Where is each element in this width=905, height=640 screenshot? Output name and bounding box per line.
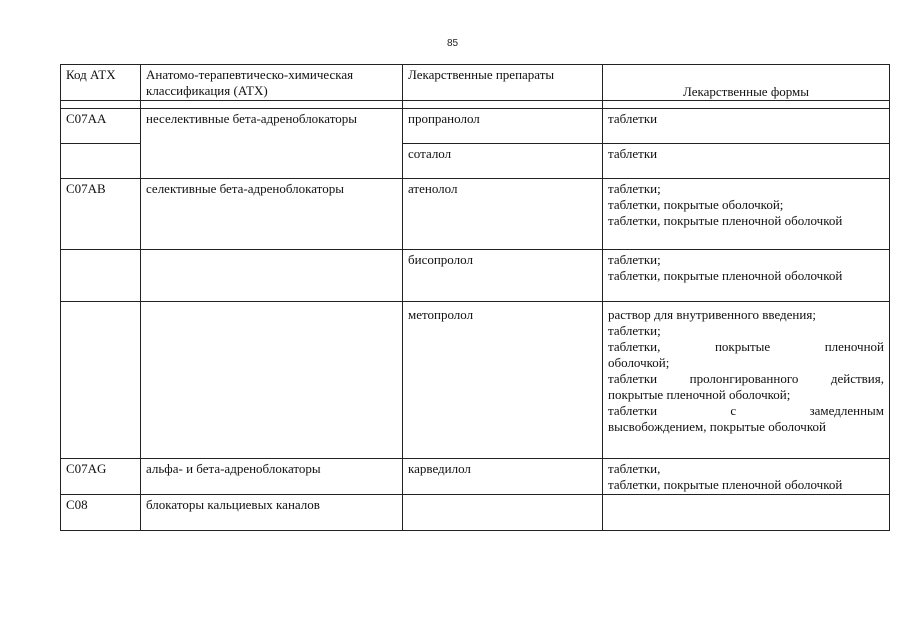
- table-header-row: [61, 65, 890, 101]
- atc-code: C07AB: [61, 179, 141, 250]
- atc-code: [61, 302, 141, 459]
- header-classification: Анатомо-терапевтическо-химическая классификация (АТХ): [141, 65, 403, 101]
- atc-code: C07AG: [61, 459, 141, 495]
- dosage-form-line: таблетки: [608, 111, 658, 126]
- atc-code: C08: [61, 495, 141, 531]
- dosage-forms: [603, 179, 890, 250]
- table-row: [61, 459, 890, 495]
- dosage-form-line: таблетки, покрытые пленочной оболочкой: [608, 477, 843, 492]
- dosage-form-line: таблетки пролонгированного действия,: [608, 371, 884, 386]
- dosage-form-line: таблетки;: [608, 252, 661, 267]
- table-row: [61, 109, 890, 144]
- atc-code: [61, 250, 141, 302]
- dosage-form-line: таблетки, покрытые пленочной оболочкой: [608, 213, 843, 228]
- dosage-form-line: таблетки;: [608, 181, 661, 196]
- drug-name: соталол: [403, 144, 603, 179]
- header-forms: Лекарственные формы: [603, 65, 890, 101]
- drug-name: метопролол: [403, 302, 603, 459]
- atc-table: [60, 64, 890, 531]
- page-number: 85: [446, 38, 459, 49]
- drug-name: пропранолол: [403, 109, 603, 144]
- dosage-forms: [603, 495, 890, 531]
- atc-classification: альфа- и бета-адреноблокаторы: [141, 459, 403, 495]
- drug-name: карведилол: [403, 459, 603, 495]
- atc-code: [61, 144, 141, 179]
- drug-name: [403, 495, 603, 531]
- dosage-form-line: раствор для внутривенного введения;: [608, 307, 816, 322]
- atc-classification: [141, 250, 403, 302]
- dosage-forms: [603, 109, 890, 144]
- header-code: Код АТХ: [61, 65, 141, 101]
- dosage-form-line: таблетки, покрытые пленочной оболочкой: [608, 268, 843, 283]
- dosage-form-line: таблетки, покрытые оболочкой;: [608, 197, 784, 212]
- table-row: [61, 250, 890, 302]
- dosage-form-line: высвобождением, покрытые оболочкой: [608, 419, 826, 434]
- dosage-form-line: таблетки с замедленным: [608, 403, 884, 418]
- table-row: [61, 179, 890, 250]
- atc-classification: неселективные бета-адреноблокаторы: [141, 109, 403, 179]
- dosage-form-line: покрытые пленочной оболочкой;: [608, 387, 791, 402]
- atc-classification: блокаторы кальциевых каналов: [141, 495, 403, 531]
- atc-classification: [141, 302, 403, 459]
- atc-code: C07AA: [61, 109, 141, 144]
- dosage-form-line: оболочкой;: [608, 355, 670, 370]
- header-spacer-row: [61, 101, 890, 109]
- dosage-form-line: таблетки,: [608, 461, 661, 476]
- drug-name: бисопролол: [403, 250, 603, 302]
- dosage-form-line: таблетки, покрытые пленочной: [608, 339, 884, 354]
- dosage-form-line: таблетки: [608, 146, 658, 161]
- dosage-forms: [603, 302, 890, 459]
- table-row: [61, 302, 890, 459]
- dosage-forms: [603, 144, 890, 179]
- header-drugs: Лекарственные препараты: [403, 65, 603, 101]
- atc-classification: селективные бета-адреноблокаторы: [141, 179, 403, 250]
- dosage-forms: [603, 250, 890, 302]
- dosage-form-line: таблетки;: [608, 323, 661, 338]
- dosage-forms: [603, 459, 890, 495]
- drug-name: атенолол: [403, 179, 603, 250]
- table-row: [61, 495, 890, 531]
